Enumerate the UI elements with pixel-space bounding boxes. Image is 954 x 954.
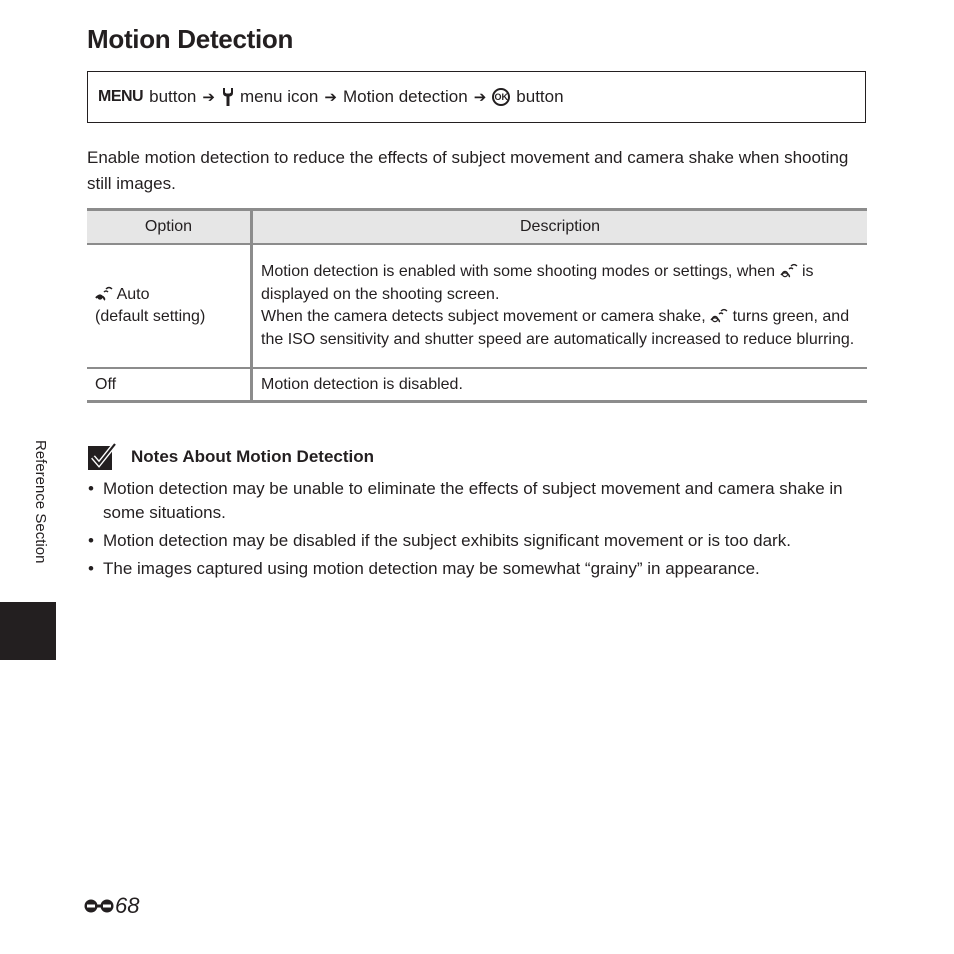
description-cell: Motion detection is disabled.: [252, 368, 868, 402]
notes-list: [87, 477, 877, 585]
option-sublabel: (default setting): [95, 308, 206, 325]
list-item: • Motion detection may be disabled if the subject exhibits significant movement or is too dark.: [87, 529, 877, 553]
nav-menu-icon-text: menu icon: [239, 87, 319, 106]
section-tab-marker: [0, 602, 56, 660]
table-header-option: Option: [87, 210, 252, 245]
arrow-right-icon: ➔: [324, 89, 337, 106]
arrow-right-icon: ➔: [473, 89, 487, 106]
description-text: turns green, and the ISO sensitivity and shutter speed are automatically increased to reduce blurring.: [261, 308, 855, 348]
table-row: [87, 244, 867, 368]
page-number: [84, 893, 139, 919]
wrench-icon: [221, 87, 235, 107]
list-item: • The images captured using motion detection may be somewhat “grainy” in appearance.: [87, 557, 877, 581]
motion-detection-icon: [780, 262, 798, 278]
intro-paragraph: Enable motion detection to reduce the effects of subject movement and camera shake when shooting still images.: [87, 148, 849, 193]
option-cell: [87, 244, 252, 368]
list-item: • Motion detection may be unable to eliminate the effects of subject movement and camera shake in some situations.: [87, 477, 877, 525]
nav-button-text: button: [149, 87, 197, 106]
menu-button-icon: MENU: [98, 88, 144, 105]
table-row: [87, 368, 867, 402]
nav-button-text: button: [516, 87, 564, 106]
section-side-label: Reference Section: [32, 440, 49, 564]
description-text: When the camera detects subject movement or camera shake,: [261, 308, 706, 325]
description-cell: [252, 244, 868, 368]
option-cell: Off: [87, 368, 252, 402]
menu-navigation-path: [87, 71, 866, 123]
notes-title: Notes About Motion Detection: [131, 447, 375, 466]
ok-button-icon: OK: [492, 88, 510, 106]
options-table: [87, 208, 867, 403]
motion-detection-icon: [710, 307, 728, 323]
table-header-description: Description: [252, 210, 868, 245]
nav-item-text: Motion detection: [342, 87, 468, 106]
table-header-row: [87, 210, 867, 245]
notes-heading: [87, 443, 374, 471]
page-number-text: 68: [115, 893, 140, 918]
checkmark-icon: [87, 443, 117, 471]
description-text: Motion detection is enabled with some shooting modes or settings, when: [261, 263, 776, 280]
arrow-right-icon: ➔: [202, 89, 215, 106]
reference-section-e-icon: [84, 896, 114, 916]
description-text: is displayed on the shooting screen.: [261, 263, 814, 303]
option-label: Auto: [116, 285, 150, 303]
motion-detection-icon: [95, 285, 113, 301]
page-title: Motion Detection: [87, 24, 294, 54]
